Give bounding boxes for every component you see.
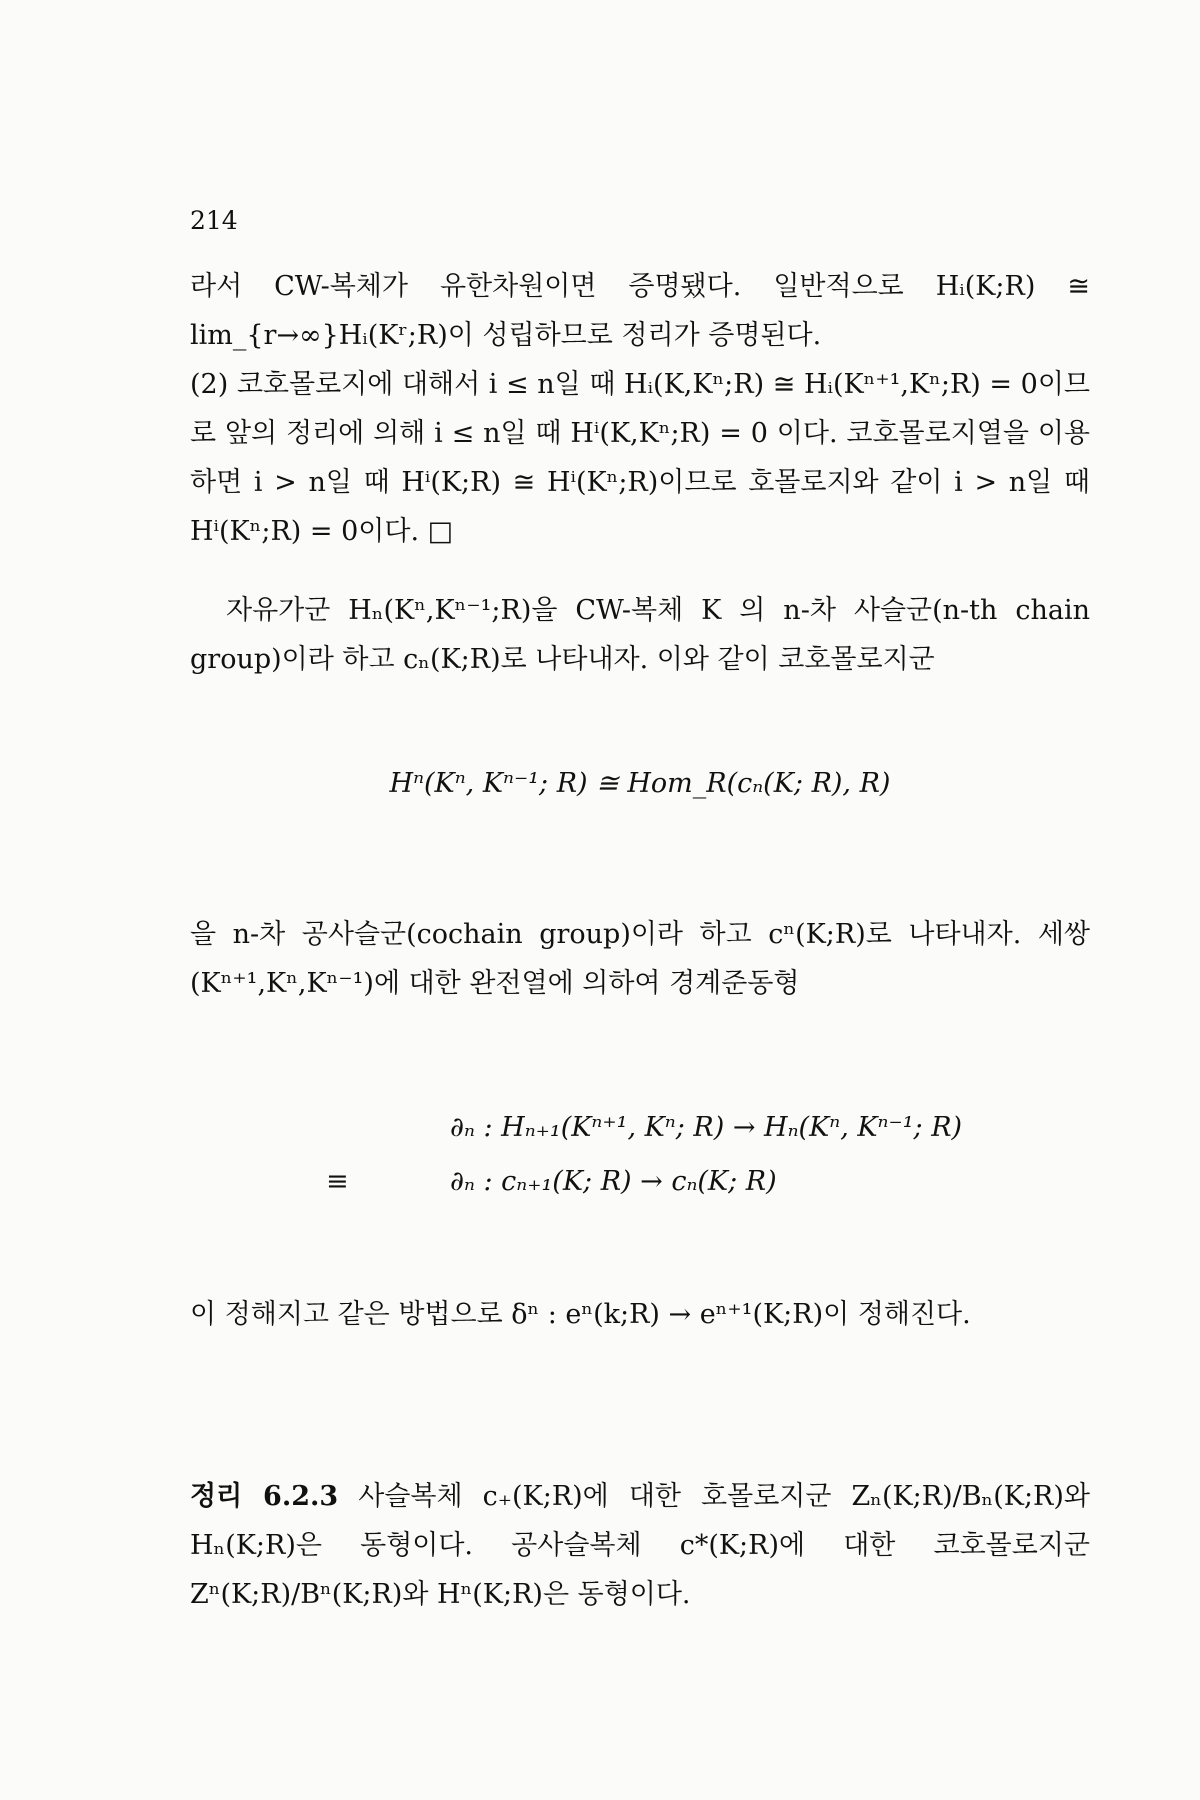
theorem-6-2-3: [190, 1472, 1090, 1619]
page-number: 214: [190, 206, 238, 235]
coboundary-sentence: 이 정해지고 같은 방법으로 δⁿ : eⁿ(k;R) → eⁿ⁺¹(K;R)이 정해진다.: [190, 1299, 971, 1330]
proof-paragraph-2: [190, 360, 1090, 556]
proof-conclusion: [190, 262, 1090, 556]
qed-symbol: □: [427, 516, 454, 547]
theorem-label: 정리 6.2.3: [190, 1481, 339, 1512]
cochain-equation-text: Hⁿ(Kⁿ, Kⁿ⁻¹; R) ≅ Hom_R(cₙ(K; R), R): [389, 768, 891, 799]
proof-paragraph-1: 라서 CW-복체가 유한차원이면 증명됐다. 일반적으로 Hᵢ(K;R) ≅ lim_{r→∞}Hᵢ(Kʳ;R)이 성립하므로 정리가 증명된다.: [190, 271, 1090, 351]
theorem-text: 사슬복체 c₊(K;R)에 대한 호몰로지군 Zₙ(K;R)/Bₙ(K;R)와 Hₙ(K;R)은 동형이다. 공사슬복체 c*(K;R)에 대한 코호몰로지군 Zⁿ(K;R)/Bⁿ(K;R)와 Hⁿ(K;R)은 동형이다.: [190, 1481, 1090, 1610]
boundary-eq-equiv: ≡: [326, 1166, 349, 1197]
cochain-group-paragraph: 을 n-차 공사슬군(cochain group)이라 하고 cⁿ(K;R)로 나타내자. 세쌍 (Kⁿ⁺¹,Kⁿ,Kⁿ⁻¹)에 대한 완전열에 의하여 경계준동형: [190, 919, 1090, 999]
boundary-eq-line-1: ∂ₙ : Hₙ₊₁(Kⁿ⁺¹, Kⁿ; R) → Hₙ(Kⁿ, Kⁿ⁻¹; R): [450, 1112, 963, 1143]
boundary-eq-line-2: ∂ₙ : cₙ₊₁(K; R) → cₙ(K; R): [450, 1166, 777, 1197]
chain-group-paragraph: 자유가군 Hₙ(Kⁿ,Kⁿ⁻¹;R)을 CW-복체 K 의 n-차 사슬군(n-th chain group)이라 하고 cₙ(K;R)로 나타내자. 이와 같이 코호몰로지군: [190, 595, 1090, 675]
cochain-equation: [190, 768, 1090, 799]
proof-paragraph-2-text: (2) 코호몰로지에 대해서 i ≤ n일 때 Hᵢ(K,Kⁿ;R) ≅ Hᵢ(Kⁿ⁺¹,Kⁿ;R) = 0이므로 앞의 정리에 의해 i ≤ n일 때 Hⁱ(K,Kⁿ;R) = 0 이다. 코호몰로지열을 이용하면 i > n일 때 Hⁱ(K;R) ≅ Hⁱ(Kⁿ;R)이므로 호몰로지와 같이 i > n일 때 Hⁱ(Kⁿ;R) = 0이다.: [190, 369, 1090, 547]
